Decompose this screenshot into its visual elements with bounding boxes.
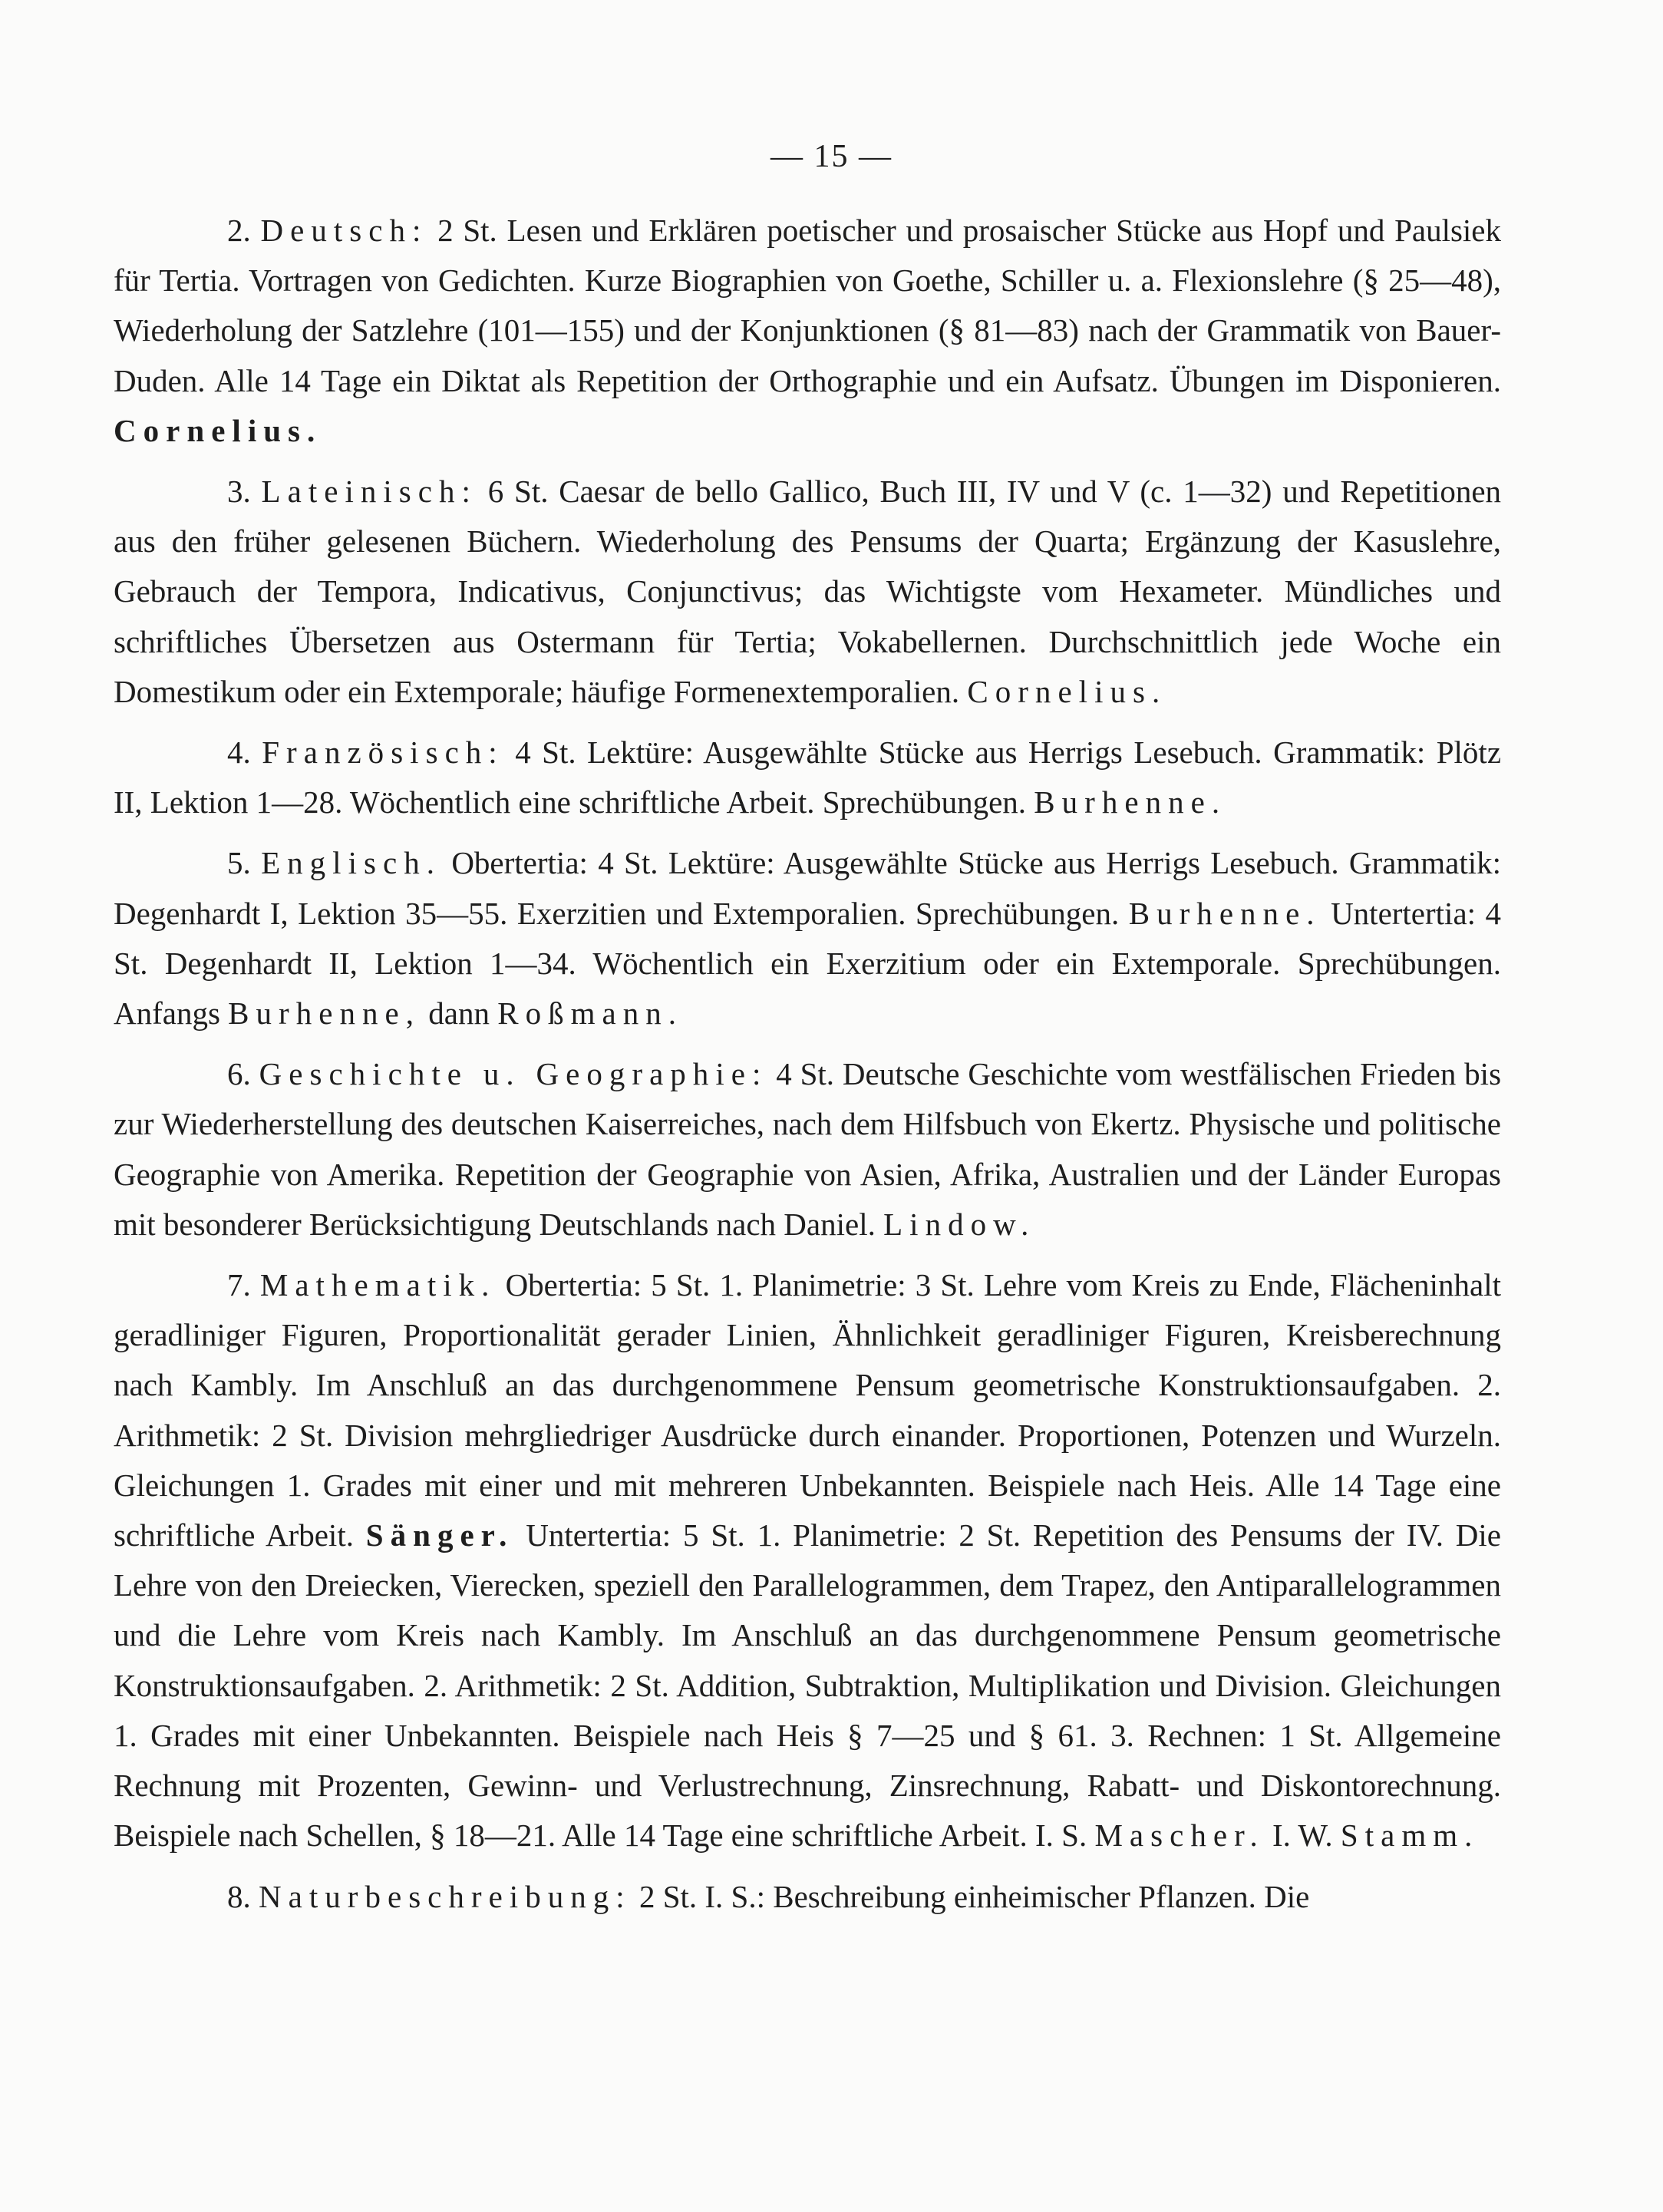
teacher-name-2: Mascher. bbox=[1094, 1817, 1265, 1854]
paragraph-text: 4 St. Lektüre: Ausgewählte Stücke aus Herrigs Lesebuch. Grammatik: Plötz II, Lektion 1—28. Wöchentlich eine schriftliche Arbeit. Sprechübungen. bbox=[114, 735, 1502, 820]
subject-heading: Mathematik. bbox=[259, 1267, 497, 1303]
teacher-name-3: Roßmann. bbox=[497, 995, 684, 1032]
teacher-name: Sänger. bbox=[365, 1517, 514, 1553]
paragraph-deutsch bbox=[114, 206, 1501, 456]
paragraph-geschichte bbox=[114, 1049, 1501, 1250]
teacher-name-2: Burhenne, bbox=[228, 995, 421, 1032]
paragraph-text-2: Untertertia: 5 St. 1. Planimetrie: 2 St. Repetition des Pensums der IV. Die Lehre von den Dreiecken, Vierecken, speziell den Parallelogrammen, dem Trapez, den Antiparallelogrammen und die Lehre vom Kreis nach Kambly. Im Anschluß an das durchgenommene Pensum geometrische Konstruktionsaufgaben. 2. Arithmetik: 2 St. Addition, Subtraktion, Multiplikation und Division. Gleichungen 1. Grades mit einer Unbekannten. Beispiele nach Heis § 7—25 und § 61. 3. Rechnen: 1 St. Allgemeine Rechnung mit Prozenten, Gewinn- und Verlustrechnung, Zinsrechnung, Rabatt- und Diskontorechnung. Beispiele nach Schellen, § 18—21. Alle 14 Tage eine schriftliche Arbeit. I. S. bbox=[114, 1517, 1501, 1854]
paragraph-text: 2 St. I. S.: Beschreibung einheimischer Pflanzen. Die bbox=[638, 1878, 1310, 1914]
paragraph-text-3: dann bbox=[428, 995, 490, 1032]
teacher-name: Lindow. bbox=[883, 1206, 1036, 1242]
subject-heading: Geschichte u. Geographie: bbox=[259, 1056, 768, 1092]
paragraph-number: 8. bbox=[227, 1878, 251, 1914]
paragraph-text: 6 St. Caesar de bello Gallico, Buch III, IV und V (c. 1—32) und Repetitionen aus den früher gelesenen Büchern. Wiederholung des Pensums der Quarta; Ergänzung der Kasuslehre, Gebrauch der Tempora, Indicativus, Conjunctivus; das Wichtigste vom Hexameter. Mündliches und schriftliches Übersetzen aus Ostermann für Tertia; Vokabellernen. Durchschnittlich jede Woche ein Domestikum oder ein Extemporale; häufige Formenextemporalien. bbox=[114, 474, 1502, 709]
paragraph-number: 5. bbox=[227, 845, 251, 881]
paragraph-text: Obertertia: 5 St. 1. Planimetrie: 3 St. Lehre vom Kreis zu Ende, Flächeninhalt geradliniger Figuren, Proportionalität gerader Linien, Ähnlichkeit geradliniger Figuren, Kreisberechnung nach Kambly. Im Anschluß an das durchgenommene Pensum geometrische Konstruktionsaufgaben. 2. Arithmetik: 2 St. Division mehrgliedriger Ausdrücke durch einander. Proportionen, Potenzen und Wurzeln. Gleichungen 1. Grades mit einer und mit mehreren Unbekannten. Beispiele nach Heis. Alle 14 Tage eine schriftliche Arbeit. bbox=[114, 1267, 1502, 1553]
subject-heading: Lateinisch: bbox=[261, 474, 477, 510]
subject-heading: Naturbeschreibung: bbox=[259, 1878, 632, 1914]
teacher-name: Burhenne. bbox=[1034, 784, 1227, 820]
paragraph-englisch bbox=[114, 838, 1501, 1038]
paragraph-mathematik bbox=[114, 1260, 1501, 1860]
page-number: — 15 — bbox=[770, 139, 893, 174]
teacher-name: Burhenne. bbox=[1128, 895, 1321, 931]
subject-heading: Französisch: bbox=[262, 735, 504, 771]
paragraph-number: 3. bbox=[227, 474, 251, 510]
paragraph-number: 6. bbox=[227, 1056, 251, 1092]
paragraph-number: 7. bbox=[227, 1267, 251, 1303]
paragraph-number: 4. bbox=[227, 735, 251, 771]
paragraph-text-3: I. W. bbox=[1272, 1817, 1333, 1854]
teacher-name: Cornelius. bbox=[114, 412, 322, 448]
subject-heading: Deutsch: bbox=[260, 213, 428, 248]
paragraph-franzoesisch bbox=[114, 728, 1501, 827]
body-text bbox=[114, 206, 1501, 1933]
teacher-name-3: Stamm. bbox=[1340, 1817, 1480, 1854]
paragraph-text: 2 St. Lesen und Erklären poetischer und prosaischer Stücke aus Hopf und Paulsiek für Tertia. Vortragen von Gedichten. Kurze Biographien von Goethe, Schiller u. a. Flexionslehre (§ 25—48), Wiederholung der Satzlehre (101—155) und der Konjunktionen (§ 81—83) nach der Grammatik von Bauer-Duden. Alle 14 Tage ein Diktat als Repetition der Orthographie und ein Aufsatz. Übungen im Disponieren. bbox=[114, 213, 1502, 398]
paragraph-number: 2. bbox=[227, 213, 251, 248]
paragraph-text: Obertertia: 4 St. Lektüre: Ausgewählte Stücke aus Herrigs Lesebuch. Grammatik: Degenhardt I, Lektion 35—55. Exerzitien und Extemporalien. Sprechübungen. bbox=[114, 845, 1502, 931]
paragraph-lateinisch bbox=[114, 467, 1501, 717]
subject-heading: Englisch. bbox=[261, 845, 441, 881]
teacher-name: Cornelius. bbox=[967, 673, 1167, 709]
paragraph-text-2: Untertertia: 4 St. Degenhardt II, Lektion 1—34. Wöchentlich ein Exerzitium oder ein Extemporale. Sprechübungen. Anfangs bbox=[114, 895, 1502, 1032]
paragraph-naturbeschreibung bbox=[114, 1872, 1501, 1922]
paragraph-text: 4 St. Deutsche Geschichte vom westfälischen Frieden bis zur Wiederherstellung des deutschen Kaiserreiches, nach dem Hilfsbuch von Ekertz. Physische und politische Geographie von Amerika. Repetition der Geographie von Asien, Afrika, Australien und der Länder Europas mit besonderer Berücksichtigung Deutschlands nach Daniel. bbox=[114, 1056, 1502, 1242]
